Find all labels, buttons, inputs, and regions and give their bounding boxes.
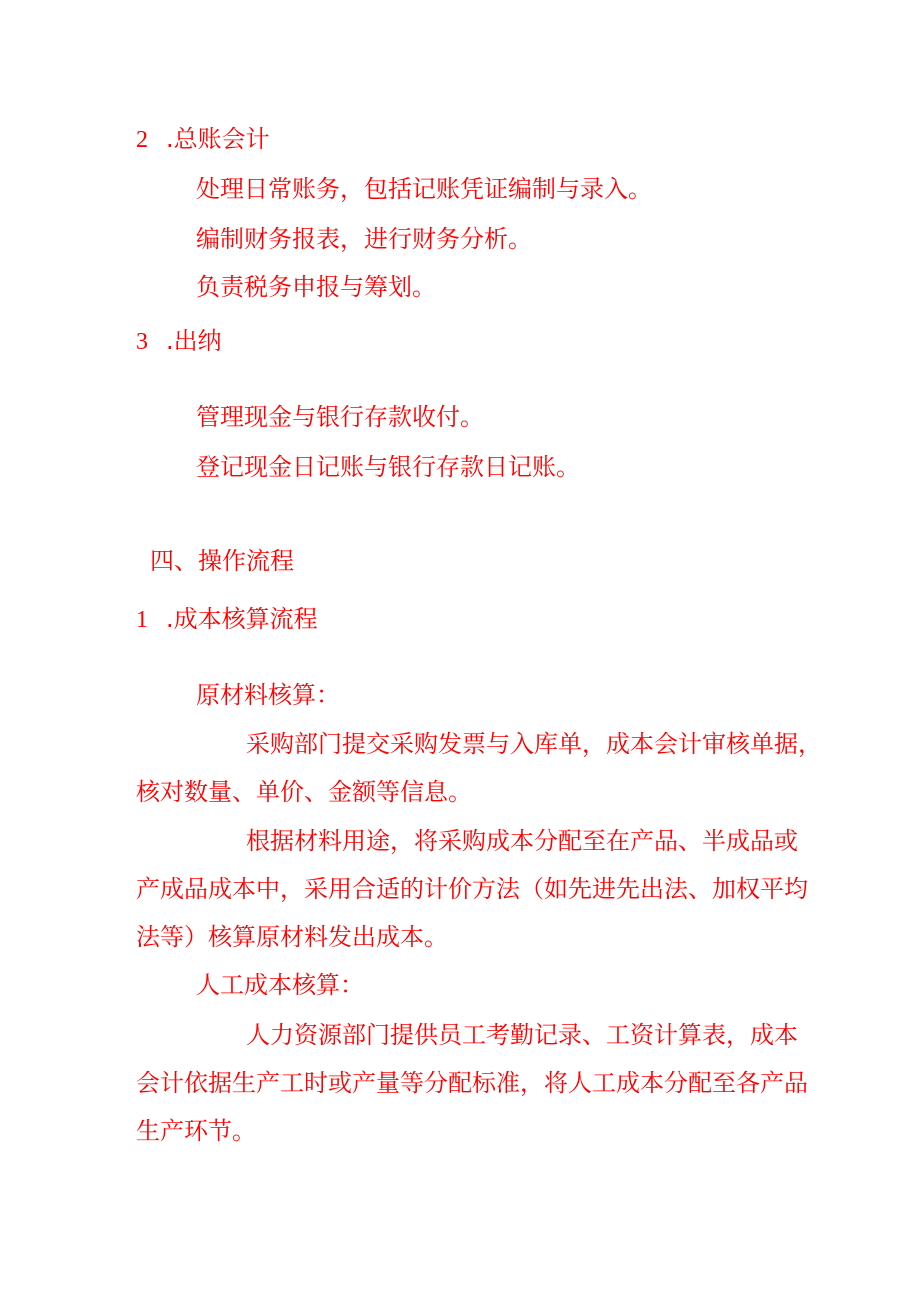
paragraph-line: 编制财务报表，进行财务分析。 (196, 225, 532, 253)
paragraph-line: 核对数量、单价、金额等信息。 (136, 778, 472, 806)
paragraph-line: 登记现金日记账与银行存款日记账。 (196, 453, 580, 481)
paragraph-line: 处理日常账务，包括记账凭证编制与录入。 (196, 175, 652, 203)
section-number: 1 (136, 607, 148, 633)
paragraph-line: 根据材料用途，将采购成本分配至在产品、半成品或 (246, 827, 798, 855)
section-heading-cashier (136, 326, 222, 357)
chapter-title: 四、操作流程 (150, 547, 294, 575)
paragraph-line: 人力资源部门提供员工考勤记录、工资计算表，成本 (246, 1021, 798, 1049)
section-title: .总账会计 (166, 125, 270, 153)
section-title: .出纳 (166, 327, 222, 355)
section-heading-general-ledger (136, 124, 270, 155)
subheading-raw-material: 原材料核算： (196, 681, 340, 709)
paragraph-line: 产成品成本中，采用合适的计价方法（如先进先出法、加权平均 (136, 875, 808, 903)
paragraph-line: 采购部门提交采购发票与入库单，成本会计审核单据， (246, 730, 822, 758)
section-number: 3 (136, 329, 148, 355)
section-heading-cost-accounting (136, 604, 318, 635)
paragraph-line: 法等）核算原材料发出成本。 (136, 923, 448, 951)
paragraph-line: 管理现金与银行存款收付。 (196, 403, 484, 431)
section-number: 2 (136, 127, 148, 153)
paragraph-line: 会计依据生产工时或产量等分配标准，将人工成本分配至各产品 (136, 1069, 808, 1097)
paragraph-line: 生产环节。 (136, 1117, 256, 1145)
subheading-labor: 人工成本核算： (196, 971, 364, 999)
paragraph-line: 负责税务申报与筹划。 (196, 273, 436, 301)
section-title: .成本核算流程 (166, 605, 318, 633)
